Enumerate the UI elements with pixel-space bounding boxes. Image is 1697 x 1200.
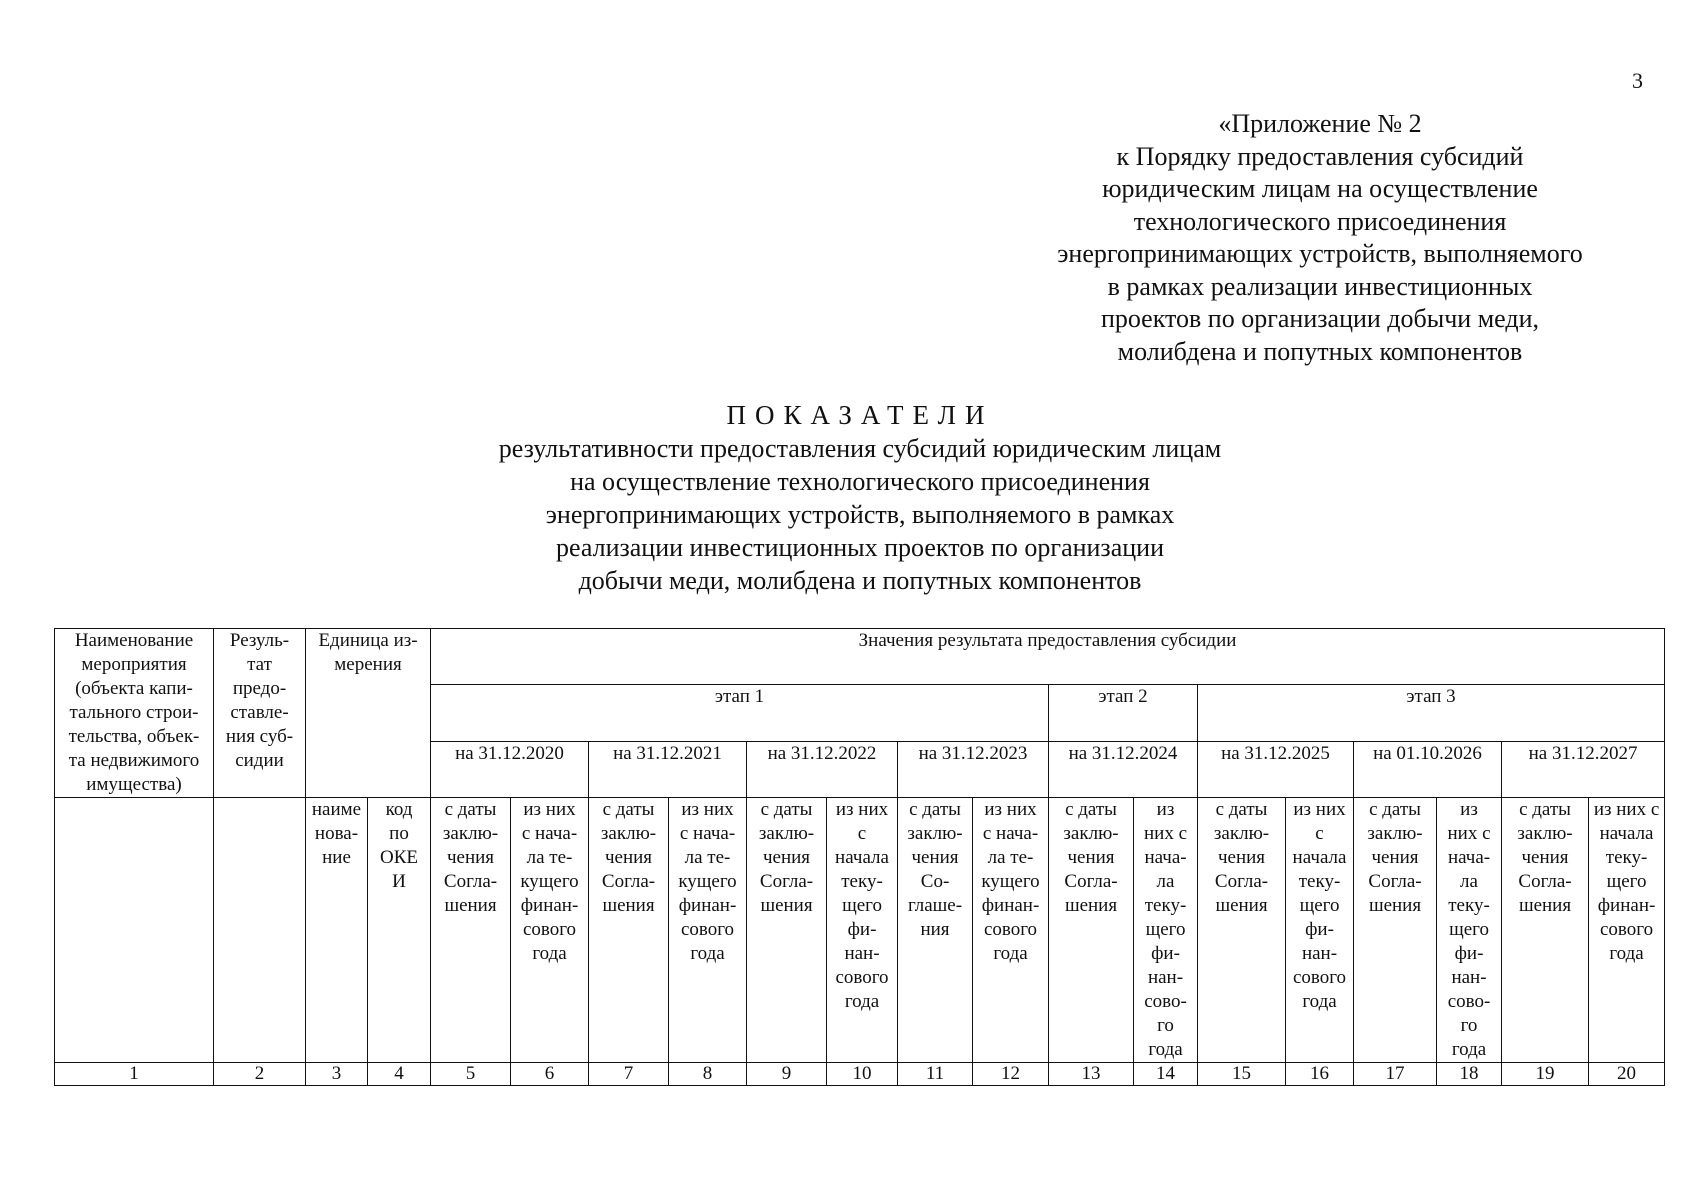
- column-number: 19: [1502, 1063, 1589, 1086]
- column-number: 13: [1049, 1063, 1134, 1086]
- header-subcol: с даты заклю- чения Согла- шения: [1198, 798, 1286, 1063]
- header-unit-name: наиме нова- ние: [306, 798, 368, 1063]
- header-date: на 31.12.2024: [1049, 741, 1198, 797]
- page-number: 3: [1632, 68, 1643, 93]
- header-unit-group: Единица из- мерения: [306, 629, 431, 798]
- header-subcol: из них с нача- ла теку- щего фи- нан- сово- го года: [1134, 798, 1198, 1063]
- header-subcol: из них с нача- ла теку- щего фи- нан- сово- го года: [1437, 798, 1502, 1063]
- header-result-cont: [214, 798, 306, 1063]
- header-date: на 31.12.2021: [589, 741, 747, 797]
- header-result: Резуль- тат предо- ставле- ния суб- сидии: [214, 629, 306, 798]
- header-event-name: Наименование мероприятия (объекта капи- тального строи- тельства, объек- та недвижимого имущества): [55, 629, 214, 798]
- subtitle-line: реализации инвестиционных проектов по организации: [555, 533, 1164, 562]
- header-date: на 31.12.2027: [1502, 741, 1665, 797]
- header-subcol: с даты заклю- чения Согла- шения: [589, 798, 669, 1063]
- column-number: 7: [589, 1063, 669, 1086]
- header-date: на 31.12.2023: [898, 741, 1049, 797]
- subtitle-line: энергопринимающих устройств, выполняемого в рамках: [545, 500, 1175, 529]
- appendix-header: [1000, 108, 1640, 368]
- column-number: 14: [1134, 1063, 1198, 1086]
- header-subcol: с даты заклю- чения Согла- шения: [1502, 798, 1589, 1063]
- header-stage-2: этап 2: [1049, 685, 1198, 741]
- column-number: 20: [1589, 1063, 1665, 1086]
- column-number: 16: [1286, 1063, 1354, 1086]
- column-number: 4: [368, 1063, 431, 1086]
- column-number: 10: [827, 1063, 898, 1086]
- column-number: 9: [747, 1063, 827, 1086]
- header-subcol: с даты заклю- чения Согла- шения: [1354, 798, 1437, 1063]
- header-stage-1: этап 1: [431, 685, 1049, 741]
- document-title: ПОКАЗАТЕЛИ: [726, 400, 994, 430]
- indicators-table: [54, 628, 1665, 1086]
- column-number: 2: [214, 1063, 306, 1086]
- column-number: 3: [306, 1063, 368, 1086]
- header-subcol: из них с нача- ла те- кущего финан- сового года: [973, 798, 1049, 1063]
- subtitle-line: результативности предоставления субсидий юридическим лицам: [498, 434, 1222, 463]
- appendix-line: в рамках реализации инвестиционных: [1107, 271, 1533, 301]
- appendix-line: технологического присоединения: [1133, 206, 1507, 236]
- appendix-line: молибдена и попутных компонентов: [1117, 336, 1523, 366]
- appendix-line: «Приложение № 2: [1218, 109, 1422, 138]
- column-number: 12: [973, 1063, 1049, 1086]
- document-heading: [360, 398, 1360, 597]
- header-unit-code: код по ОКЕ И: [368, 798, 431, 1063]
- column-number: 17: [1354, 1063, 1437, 1086]
- header-date: на 01.10.2026: [1354, 741, 1502, 797]
- header-date: на 31.12.2025: [1198, 741, 1354, 797]
- column-number: 6: [511, 1063, 589, 1086]
- header-subcol: из них с начала теку- щего фи- нан- сового года: [1286, 798, 1354, 1063]
- header-subcol: с даты заклю- чения Согла- шения: [1049, 798, 1134, 1063]
- header-subcol: из них с нача- ла те- кущего финан- сового года: [511, 798, 589, 1063]
- column-number: 8: [669, 1063, 747, 1086]
- indicators-table-wrapper: [54, 628, 1662, 1086]
- column-number: 18: [1437, 1063, 1502, 1086]
- column-number: 5: [431, 1063, 511, 1086]
- header-subcol: из них с начала теку- щего финан- сового года: [1589, 798, 1665, 1063]
- header-subcol: из них с начала теку- щего фи- нан- сового года: [827, 798, 898, 1063]
- header-event-name-cont: [55, 798, 214, 1063]
- appendix-line: юридическим лицам на осуществление: [1102, 174, 1538, 203]
- header-stage-3: этап 3: [1198, 685, 1665, 741]
- appendix-line: энергопринимающих устройств, выполняемого: [1057, 239, 1583, 268]
- appendix-line: к Порядку предоставления субсидий: [1116, 141, 1524, 171]
- column-number: 1: [55, 1063, 214, 1086]
- document-subtitle: [360, 432, 1360, 597]
- subtitle-line: на осуществление технологического присоединения: [570, 467, 1150, 496]
- header-values-group: Значения результата предоставления субсидии: [431, 629, 1665, 685]
- column-number: 15: [1198, 1063, 1286, 1086]
- header-subcol: с даты заклю- чения Согла- шения: [431, 798, 511, 1063]
- header-subcol: с даты заклю- чения Со- глаше- ния: [898, 798, 973, 1063]
- appendix-line: проектов по организации добычи меди,: [1100, 304, 1540, 333]
- column-number: 11: [898, 1063, 973, 1086]
- header-date: на 31.12.2022: [747, 741, 898, 797]
- header-subcol: с даты заклю- чения Согла- шения: [747, 798, 827, 1063]
- header-date: на 31.12.2020: [431, 741, 589, 797]
- header-subcol: из них с нача- ла те- кущего финан- сового года: [669, 798, 747, 1063]
- subtitle-line: добычи меди, молибдена и попутных компонентов: [578, 566, 1142, 595]
